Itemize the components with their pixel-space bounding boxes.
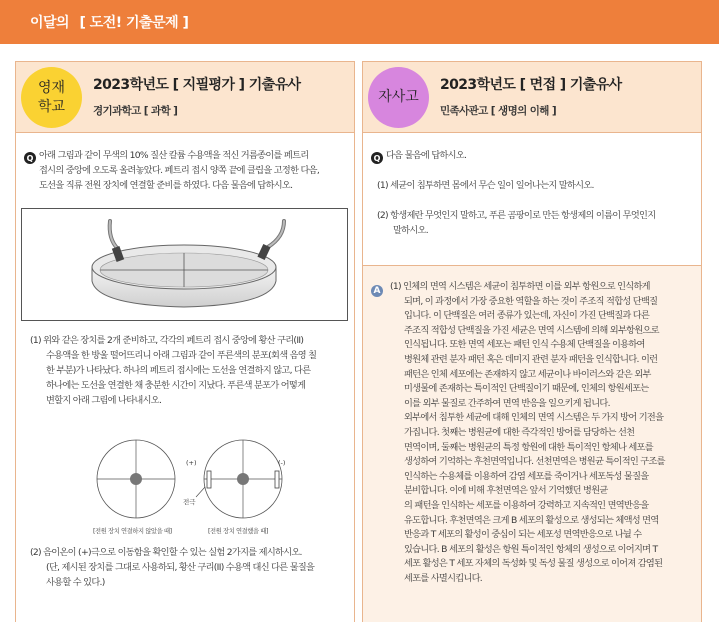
answer-line: 있습니다. B 세포의 활성은 항원 특이적인 항체의 생성으로 이어지며 T [404,543,658,555]
petri-dish-apparatus-figure [21,208,348,321]
answer-line: 의 패턴을 인식하는 세포를 이용하여 강력하고 지속적인 면역반응을 [404,499,649,511]
left-panel-header [16,62,354,133]
dish-top-view-illustration [90,435,290,525]
school-type-badge [21,67,82,128]
answer-line: 외부에서 침투한 세균에 대해 인체의 면역 시스템은 두 가지 방어 기전을 [404,412,664,424]
sub-question-line: (1) 위와 같은 장치를 2개 준비하고, 각각의 페트리 접시 중앙에 황산 구리(II) [30,335,304,346]
answer-line: 이를 외부 물질로 간주하여 면역 반응을 일으키게 됩니다. [404,397,610,409]
answer-line: 인식됩니다. 또한 면역 세포는 패턴 인식 수용체 단백질을 이용하여 [404,339,645,351]
sub-question-line: 사용할 수 있다.) [46,577,105,588]
answer-text [390,280,698,586]
answer-line: 생성하여 기억하는 후천면역입니다. 선천면역은 병원균 특이적인 구조를 [404,456,665,468]
answer-line: 미생물에 존재하는 특이적인 단백질이기 때문에, 인체의 항원세포는 [404,383,649,395]
question-marker-icon: Q [24,152,36,164]
sub-question-1 [30,333,352,408]
answer-line: 면역이며, 둘째는 병원균의 특정 항원에 대한 특이적인 항체나 세포를 [404,441,653,453]
exam-title: 2023학년도 [ 지필평가 ] 기출유사 [93,77,301,93]
section-title [30,12,188,32]
left-exam-panel [15,61,355,622]
sub-question-line: 한 부분)가 나타났다. 하나의 페트리 접시에는 도선을 연결하지 않고, 다른 [46,365,311,376]
answer-line: 패턴은 인체 세포에는 존재하지 않고 세균이나 바이러스와 같은 외부 [404,368,651,380]
electrode-label: 전극 [183,498,196,506]
answer-line: 세포 활성은 T 세포 자체의 독성화 및 독성 물질 생성으로 이어져 감염된 [404,558,663,570]
answer-line: 주조직 적합성 단백질을 가진 세균은 면역 시스템에 의해 외부항원으로 [404,324,659,336]
figure-caption-no-power: [전원 장치 연결하지 않았을 때] [93,528,172,535]
answer-marker-icon: A [371,285,383,297]
right-exam-panel [362,61,702,622]
answer-line: 되며, 이 과정에서 가장 중요한 역할을 하는 것이 주조직 적합성 단백질 [404,295,658,307]
sub-question-line: 변할지 아래 그림에 나타내시오. [46,395,162,406]
badge-label: 영재학교 [37,79,66,115]
answer-line: 인식하는 수용체를 이용하여 감염 세포를 죽이거나 세포독성 물질을 [404,470,649,482]
sub-question-line: 하나에는 도선을 연결한 채 충분한 시간이 지났다. 푸른색 분포가 어떻게 [46,380,306,391]
interview-question-1: (1) 세균이 침투하면 몸에서 무슨 일이 일어나는지 말하시오. [377,180,594,191]
answer-line: 반응과 T 세포의 활성이 중심이 되는 세포성 면역반응으로 나뉠 수 [404,529,642,541]
question-text: 다음 물음에 답하시오. [386,150,467,161]
section-header-bar [0,0,719,44]
answer-line: (1) 인체의 면역 시스템은 세균이 침투하면 이를 외부 항원으로 인식하게 [390,281,650,292]
school-type-badge [368,67,429,128]
question-line: 접시의 중앙에 오도록 올려놓았다. 페트리 접시 양쪽 끝에 클립을 고정한 다음, [39,165,320,176]
answer-line: 병원체 관련 분자 패턴 혹은 데미지 관련 분자 패턴을 인식합니다. 이런 [404,353,658,365]
question-line: 말하시오. [393,225,428,236]
answer-box [363,265,701,622]
school-subject: 민족사관고 [ 생명의 이해 ] [440,105,557,117]
positive-terminal-label: (+) [186,459,197,467]
sub-question-line: (2) 음이온이 (+)극으로 이동함을 확인할 수 있는 실험 2가지를 제시하시오. [30,547,302,558]
dish-top-view-figure [90,435,290,535]
answer-line: 세포를 사멸시킵니다. [404,572,483,584]
interview-question-2 [377,208,699,238]
section-title-label: 이달의 [30,15,70,31]
petri-dish-illustration [22,209,347,320]
question-line: (2) 항생제란 무엇인지 말하고, 푸른 곰팡이로 만든 항생제의 이름이 무엇인지 [377,210,656,221]
answer-line: 유도합니다. 후천면역은 크게 B 세포의 활성으로 생성되는 체액성 면역 [404,514,659,526]
question-line: 아래 그림과 같이 무색의 10% 질산 칼륨 수용액을 적신 거름종이를 페트리 [39,150,309,161]
question-marker-icon: Q [371,152,383,164]
school-subject: 경기과학고 [ 과학 ] [93,105,178,117]
question-text [39,148,351,193]
exam-title: 2023학년도 [ 면접 ] 기출유사 [440,77,622,93]
question-line: 도선을 직류 전원 장치에 연결할 준비를 하였다. 다음 물음에 답하시오. [39,180,293,191]
sub-question-2 [30,545,352,590]
answer-line: 입니다. 이 단백질은 여러 종류가 있는데, 자신이 가진 단백질과 다른 [404,310,650,322]
negative-terminal-label: (-) [278,459,286,467]
sub-question-line: (단, 제시된 장치를 그대로 사용하되, 황산 구리(II) 수용액 대신 다른 물질을 [46,562,315,573]
answer-line: 분비합니다. 이에 비해 후천면역은 앞서 기억했던 병원균 [404,485,608,497]
figure-caption-with-power: [전원 장치 연결했을 때] [208,528,269,535]
sub-question-line: 수용액을 한 방울 떨어뜨리니 아래 그림과 같이 푸른색의 분포(회색 음영 칠 [46,350,317,361]
answer-line: 가집니다. 첫째는 병원균에 대한 즉각적인 방어를 담당하는 선천 [404,426,635,438]
right-panel-header [363,62,701,133]
section-title-bracket: [ 도전! 기출문제 ] [79,15,189,31]
badge-label: 자사고 [378,89,419,105]
